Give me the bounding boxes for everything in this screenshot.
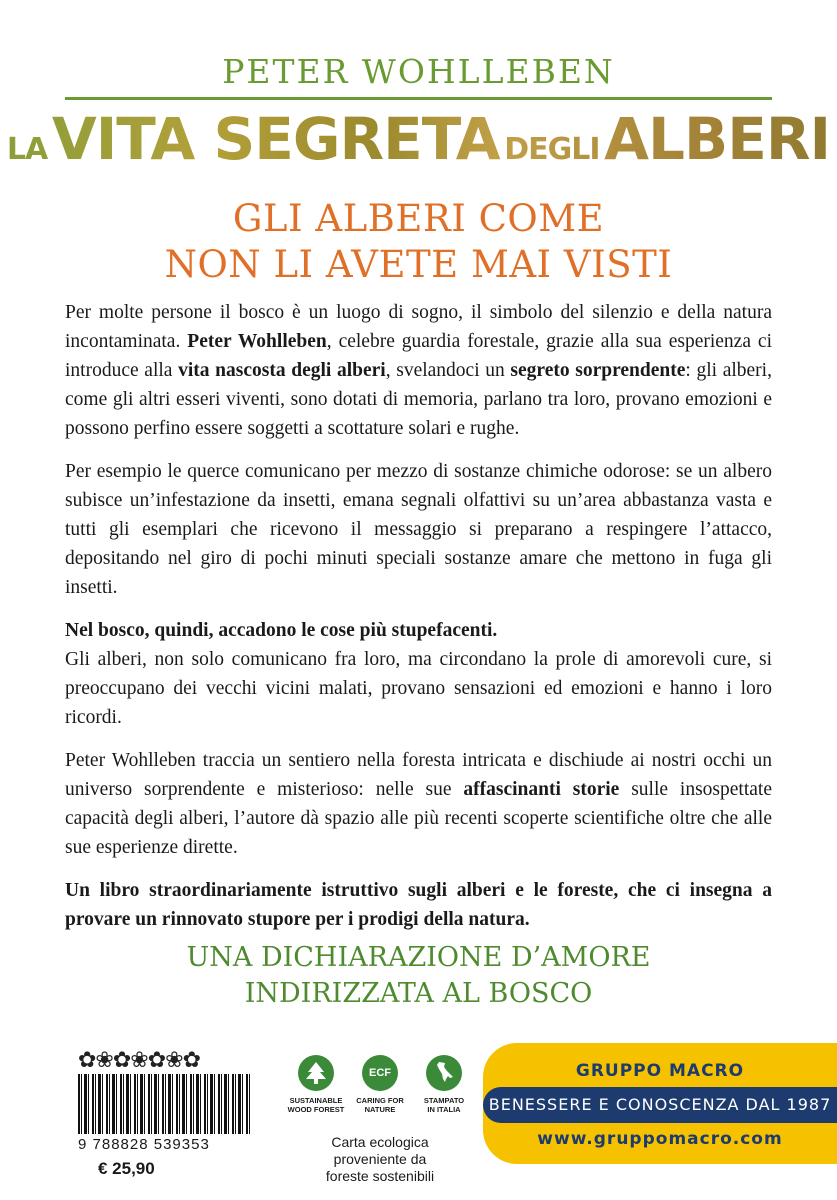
- eco-label-line: NATURE: [364, 1105, 396, 1114]
- eco-note-line: Carta ecologica: [331, 1134, 429, 1150]
- eco-note-line: proveniente da: [333, 1151, 427, 1167]
- publisher-name: GRUPPO MACRO: [575, 1061, 745, 1081]
- closing-line-1: UNA DICHIARAZIONE D’AMORE: [186, 942, 651, 973]
- eco-item-caring: [351, 1055, 409, 1114]
- eco-label: [351, 1096, 409, 1114]
- blurb-p4-run-bold: affascinanti storie: [463, 779, 620, 800]
- isbn-number: 9 788828 539353: [78, 1136, 210, 1153]
- book-title: [0, 103, 837, 190]
- eco-label-line: IN ITALIA: [427, 1105, 461, 1114]
- book-subtitle: [0, 196, 837, 288]
- price-label: € 25,90: [98, 1159, 155, 1178]
- blurb-text: [65, 298, 772, 948]
- eco-label-line: WOOD FOREST: [287, 1105, 345, 1114]
- eco-certifications: [285, 1055, 475, 1185]
- title-part-la: LA: [6, 132, 48, 167]
- closing-tagline: [0, 940, 837, 1012]
- blurb-paragraph-3: [65, 616, 772, 732]
- eco-label-line: CARING FOR: [356, 1096, 404, 1105]
- blurb-p1-run: , celebre guardia forestale, grazie alla sua esperienza ci introduce alla: [65, 331, 772, 381]
- eco-label: [287, 1096, 345, 1114]
- subtitle-line-1: GLI ALBERI COME: [232, 197, 605, 240]
- blurb-p3-bold: Nel bosco, quindi, accadono le cose più stupefacenti.: [65, 620, 498, 641]
- blurb-p1-run: : gli alberi, come gli altri esseri viventi, sono dotati di memoria, parlano tra loro, provano emozioni e possono perfino essere soggetti a scottature solari e rughe.: [65, 360, 772, 439]
- publisher-url[interactable]: www.gruppomacro.com: [537, 1129, 783, 1149]
- title-part-alberi: ALBERI: [604, 105, 831, 173]
- title-part-vita-segreta: VITA SEGRETA: [51, 105, 500, 173]
- blurb-p1-run: , svelandoci un: [385, 360, 511, 381]
- author-name: PETER WOHLLEBEN: [222, 52, 615, 91]
- blurb-paragraph-5: [65, 876, 772, 934]
- blurb-p4-run: Peter Wohlleben traccia un sentiero nella foresta intricata e dischiude ai nostri occhi un universo sorprendente e misterioso: nelle sue: [65, 750, 772, 800]
- tree-icon: [298, 1055, 334, 1091]
- subtitle-line-2: NON LI AVETE MAI VISTI: [164, 243, 673, 286]
- eco-note-line: foreste sostenibili: [325, 1168, 435, 1184]
- barcode-image: [78, 1074, 250, 1134]
- eco-label-line: STAMPATO: [423, 1096, 465, 1105]
- eco-paper-note: [285, 1134, 475, 1185]
- blurb-p5-bold: Un libro straordinariamente istruttivo sugli alberi e le foreste, che ci insegna a provare un rinnovato stupore per i prodigi della natura.: [65, 880, 772, 930]
- flower-decoration-icon: ✿❀✿❀✿❀✿: [78, 1048, 201, 1073]
- blurb-p1-run: Per molte persone il bosco è un luogo di sogno, il simbolo del silenzio e della natura incontaminata.: [65, 302, 772, 352]
- blurb-paragraph-4: [65, 746, 772, 862]
- eco-label-line: SUSTAINABLE: [289, 1096, 343, 1105]
- closing-line-2: INDIRIZZATA AL BOSCO: [244, 978, 593, 1009]
- ecf-badge-text: ECF: [369, 1067, 391, 1079]
- title-part-degli: DEGLI: [504, 132, 600, 167]
- eco-item-sustainable: [287, 1055, 345, 1114]
- eco-icons-row: [285, 1055, 475, 1114]
- blurb-paragraph-2: Per esempio le querce comunicano per mezzo di sostanze chimiche odorose: se un albero subisce un’infestazione da insetti, emana segnali olfattivi su un’area abbastanza vasta e tutti gli esemplari che ricevono il messaggio si preparano a respingere l’attacco, depositando nel giro di pochi minuti speciali sostanze amare che mettono in fuga gli insetti.: [65, 461, 772, 598]
- blurb-p1-run-bold: vita nascosta degli alberi: [178, 360, 386, 381]
- blurb-p4-run: sulle insospettate capacità degli alberi, l’autore dà spazio alle più recenti scoperte scientifiche oltre che alle sue esperienze dirette.: [65, 779, 772, 858]
- blurb-p1-run-bold: segreto sorprendente: [510, 360, 686, 381]
- italy-map-icon: [426, 1055, 462, 1091]
- eco-item-italy: [415, 1055, 473, 1114]
- eco-label: [415, 1096, 473, 1114]
- publisher-tagline: BENESSERE E CONOSCENZA DAL 1987: [483, 1087, 837, 1123]
- blurb-p1-run-bold: Peter Wohlleben: [187, 331, 327, 352]
- ecf-icon: [362, 1055, 398, 1091]
- blurb-p3-text: Gli alberi, non solo comunicano fra loro, ma circondano la prole di amorevoli cure, si preoccupano dei vecchi vicini malati, provano sensazioni ed emozioni e hanno i loro ricordi.: [65, 649, 772, 728]
- blurb-paragraph-1: [65, 298, 772, 443]
- author-divider: [65, 97, 772, 100]
- barcode-block: [78, 1050, 253, 1179]
- publisher-banner: [483, 1043, 837, 1164]
